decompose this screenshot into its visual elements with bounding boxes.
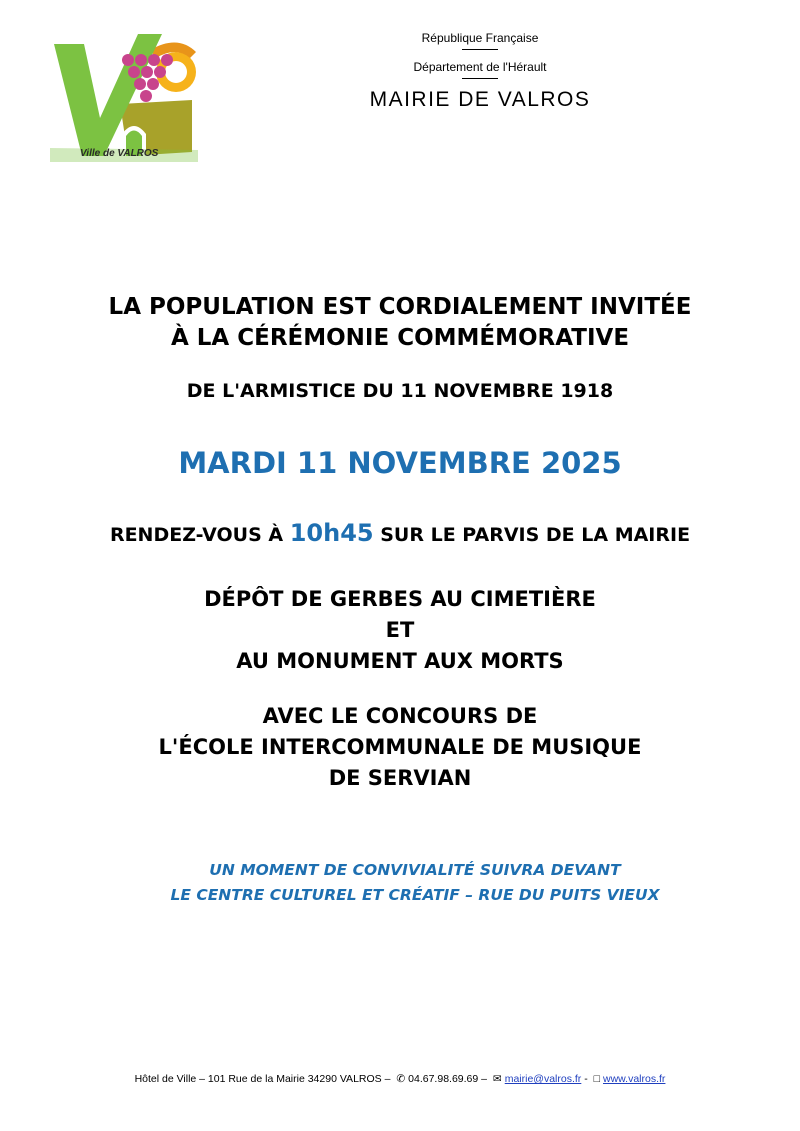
phone-icon: ✆ xyxy=(396,1073,406,1085)
footer-separator: - xyxy=(584,1073,588,1085)
event-date: MARDI 11 NOVEMBRE 2025 xyxy=(178,446,622,480)
convivialite-note xyxy=(100,858,730,908)
concours-line-3: DE SERVIAN xyxy=(328,766,472,790)
logo-caption: Ville de VALROS xyxy=(80,148,159,159)
convivialite-line-2: LE CENTRE CULTUREL ET CRÉATIF – RUE DU PUITS VIEUX xyxy=(170,886,660,904)
rendezvous-time: 10h45 xyxy=(289,519,374,547)
website-link[interactable]: www.valros.fr xyxy=(603,1073,666,1085)
rendezvous-line xyxy=(0,519,800,547)
republique-francaise: République Française xyxy=(421,31,539,45)
departement: Département de l'Hérault xyxy=(413,60,547,74)
invitation-heading xyxy=(0,292,800,354)
footer xyxy=(0,1073,800,1085)
depot-block xyxy=(0,584,800,677)
concours-block xyxy=(0,701,800,794)
envelope-icon: ✉ xyxy=(492,1073,502,1085)
letterhead xyxy=(330,30,630,112)
rendezvous-suffix: SUR LE PARVIS DE LA MAIRIE xyxy=(380,524,691,546)
valros-logo xyxy=(50,30,198,162)
concours-line-2: L'ÉCOLE INTERCOMMUNALE DE MUSIQUE xyxy=(158,735,642,759)
depot-line-3: AU MONUMENT AUX MORTS xyxy=(236,649,564,673)
convivialite-line-1: UN MOMENT DE CONVIVIALITÉ SUIVRA DEVANT xyxy=(209,861,621,879)
concours-line-1: AVEC LE CONCOURS DE xyxy=(262,704,538,728)
mairie-title: MAIRIE DE VALROS xyxy=(369,88,591,111)
email-link[interactable]: mairie@valros.fr xyxy=(504,1073,582,1085)
header-rule xyxy=(462,78,498,79)
depot-line-1: DÉPÔT DE GERBES AU CIMETIÈRE xyxy=(204,587,596,611)
invitation-line-2: À LA CÉRÉMONIE COMMÉMORATIVE xyxy=(170,325,630,351)
footer-address: Hôtel de Ville – 101 Rue de la Mairie 34290 VALROS – xyxy=(134,1073,391,1085)
computer-icon: □ xyxy=(593,1073,600,1085)
invitation-line-1: LA POPULATION EST CORDIALEMENT INVITÉE xyxy=(108,294,692,320)
depot-line-2: ET xyxy=(385,618,415,642)
invitation-line-3: DE L'ARMISTICE DU 11 NOVEMBRE 1918 xyxy=(186,380,614,402)
rendezvous-prefix: RENDEZ-VOUS À xyxy=(109,524,284,546)
header-rule xyxy=(462,49,498,50)
footer-phone: 04.67.98.69.69 – xyxy=(408,1073,487,1085)
